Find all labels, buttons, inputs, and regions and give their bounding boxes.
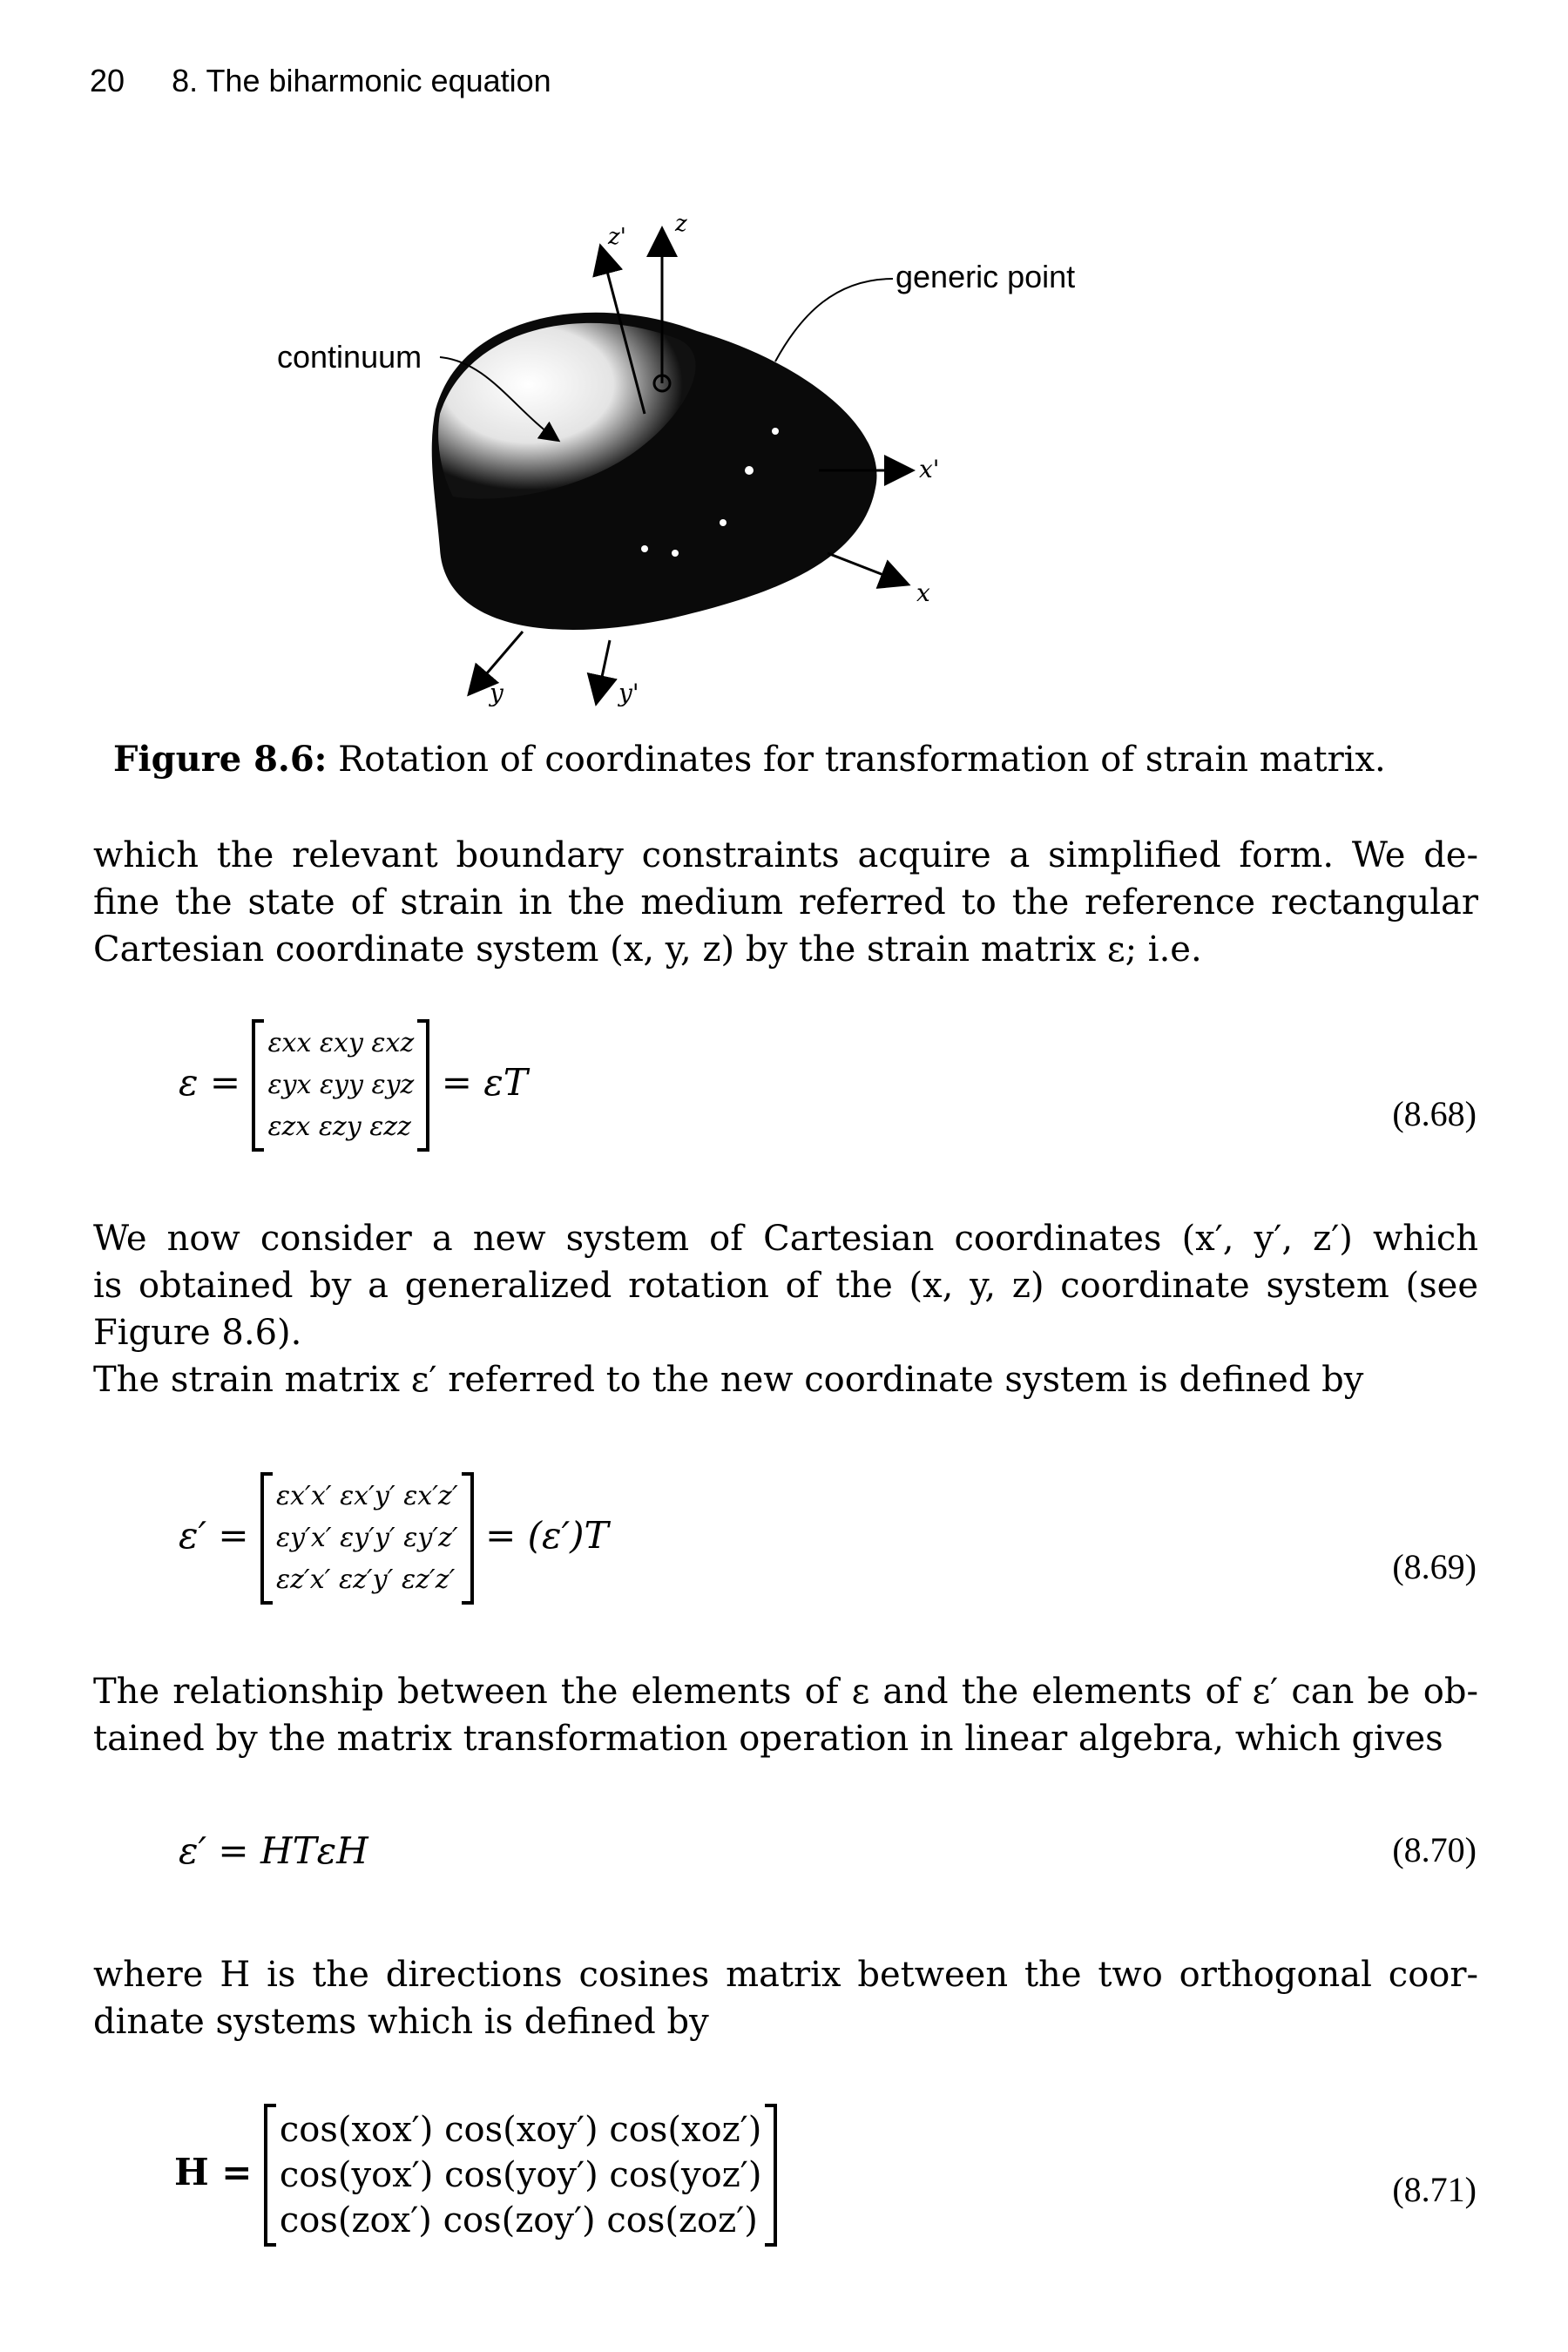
eq-lhs: H = [174,2151,253,2193]
eq-lhs: ε′ = [179,1514,249,1557]
text-line: tained by the matrix transformation operation in linear algebra, which gives [93,1719,1443,1759]
eq-rhs: = εT [441,1061,528,1104]
equation-number: (8.70) [1392,1830,1477,1869]
text-line: which the relevant boundary constraints acquire a simplified form. We de- [93,835,1478,875]
equation-8-69 [179,1472,609,1605]
label-z-prime: z' [608,224,626,250]
paragraph-1 [93,832,1478,973]
text-line: Figure 8.6). [93,1313,302,1353]
text-line: where H is the directions cosines matrix between the two orthogonal coor- [93,1955,1478,1995]
text-line: dinate systems which is defined by [93,2002,709,2042]
eq-rhs: = (ε′)T [485,1514,609,1557]
caption-text: Rotation of coordinates for transformation of strain matrix. [338,740,1386,780]
eq-text: ε′ = HTεH [179,1829,368,1872]
paragraph-4 [93,1951,1478,2045]
text-line: fine the state of strain in the medium referred to the reference rectangular [93,882,1478,923]
figure-coordinate-rotation [261,209,1176,740]
x-axis [828,553,906,584]
equation-number: (8.69) [1392,1547,1477,1586]
label-y-prime: y' [618,679,639,707]
paragraph-3 [93,1668,1478,1762]
strain-matrix [252,1019,429,1152]
direction-cosines-matrix [264,2104,778,2247]
strain-matrix-prime [260,1472,474,1605]
paragraph-2 [93,1215,1478,1403]
text-line: We now consider a new system of Cartesian coordinates (x′, y′, z′) which [93,1219,1478,1259]
y-prime-axis [597,640,610,701]
eq-lhs: ε = [179,1061,241,1104]
text-line: The strain matrix ε′ referred to the new coordinate system is defined by [93,1360,1364,1400]
caption-label: Figure 8.6: [113,739,328,780]
matrix-row: εx′x′ εx′y′ εx′z′ [275,1481,458,1511]
matrix-row: cos(yox′) cos(yoy′) cos(yoz′) [279,2155,762,2195]
matrix-row: εyx εyy εyz [267,1070,415,1100]
label-x-prime: x' [919,455,940,483]
matrix-row: εy′x′ εy′y′ εy′z′ [275,1523,458,1553]
label-x: x [916,578,930,607]
chapter-title: 8. The biharmonic equation [172,63,551,98]
matrix-row: εzx εzy εzz [267,1112,411,1142]
equation-8-68 [179,1019,528,1152]
matrix-row: cos(zox′) cos(zoy′) cos(zoz′) [279,2200,758,2240]
page-header [90,63,551,99]
figure-svg [261,209,1176,740]
label-generic-point: generic point [896,259,1076,294]
label-y: y [490,679,504,707]
text-line: is obtained by a generalized rotation of the (x, y, z) coordinate system (see [93,1266,1478,1306]
label-z: z [675,211,687,237]
equation-number: (8.71) [1392,2170,1477,2209]
text-line: The relationship between the elements of ε and the elements of ε′ can be ob- [93,1672,1478,1712]
figure-caption [113,739,1386,780]
equation-number: (8.68) [1392,1094,1477,1133]
matrix-row: εz′x′ εz′y′ εz′z′ [275,1565,456,1595]
equation-8-71 [174,2104,777,2247]
page-number: 20 [90,63,125,98]
matrix-row: cos(xox′) cos(xoy′) cos(xoz′) [279,2110,762,2150]
matrix-row: εxx εxy εxz [267,1028,415,1058]
label-continuum: continuum [277,339,422,375]
generic-point-leader [775,279,893,362]
equation-8-70 [179,1829,368,1872]
text-line: Cartesian coordinate system (x, y, z) by the strain matrix ε; i.e. [93,929,1202,970]
